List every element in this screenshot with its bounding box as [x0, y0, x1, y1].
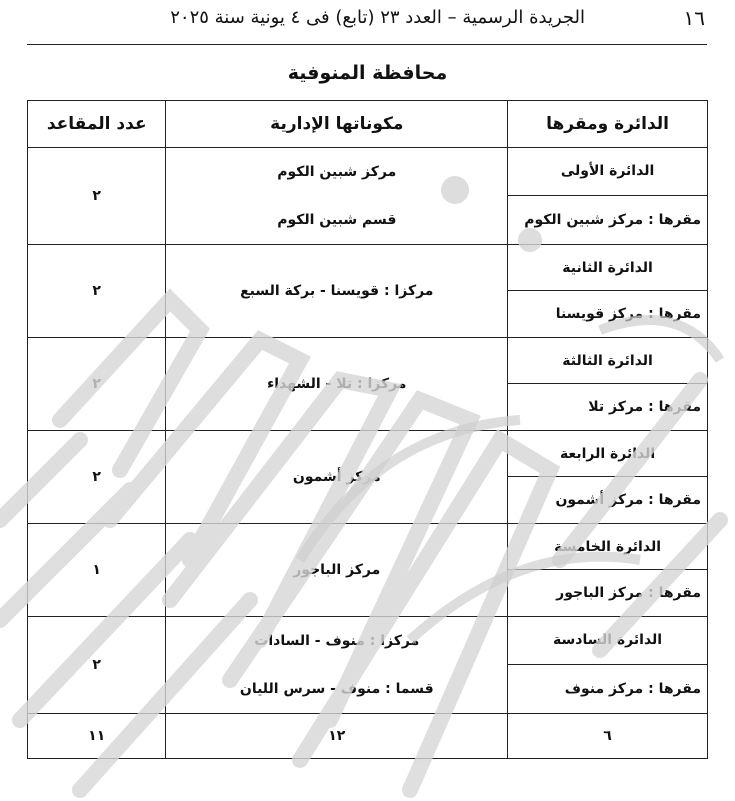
governorate-title: محافظة المنوفية: [287, 62, 448, 84]
district-components: [166, 617, 508, 714]
district-name: الدائرة الرابعة: [508, 431, 708, 477]
district-seat: مقرها : مركز الباجور: [508, 570, 708, 617]
seat-count: ٢: [28, 148, 166, 245]
column-header-district: الدائرة ومقرها: [508, 101, 708, 148]
total-seats: ١١: [28, 714, 166, 759]
column-header-seats: عدد المقاعد: [28, 101, 166, 148]
district-seat: مقرها : مركز أشمون: [508, 477, 708, 524]
table-row: [28, 524, 708, 570]
district-components: [166, 524, 508, 617]
table-row: [28, 338, 708, 384]
district-seat: مقرها : مركز قويسنا: [508, 291, 708, 338]
seat-count: ٢: [28, 338, 166, 431]
district-name: الدائرة الأولى: [508, 148, 708, 196]
seat-count: ٢: [28, 431, 166, 524]
district-seat: مقرها : مركز منوف: [508, 664, 708, 713]
district-components: [166, 148, 508, 245]
component-line: مركز الباجور: [293, 562, 381, 578]
header-divider: [27, 44, 707, 45]
table-row: [28, 617, 708, 665]
totals-row: [28, 714, 708, 759]
seat-count: ٢: [28, 245, 166, 338]
component-line: قسم شبين الكوم: [277, 212, 397, 228]
district-components: [166, 245, 508, 338]
seat-count: ١: [28, 524, 166, 617]
seat-count: ٢: [28, 617, 166, 714]
district-components: [166, 431, 508, 524]
table-row: [28, 245, 708, 291]
table-row: [28, 431, 708, 477]
component-line: مركز شبين الكوم: [277, 164, 397, 180]
column-header-components: مكوناتها الإدارية: [166, 101, 508, 148]
page-header: [0, 6, 735, 40]
table-row: [28, 148, 708, 196]
component-line: مركزا : تلا - الشهداء: [267, 376, 407, 392]
district-name: الدائرة الخامسة: [508, 524, 708, 570]
district-components: [166, 338, 508, 431]
component-line: مركزا : قويسنا - بركة السبع: [240, 283, 434, 299]
district-seat: مقرها : مركز تلا: [508, 384, 708, 431]
district-name: الدائرة الثالثة: [508, 338, 708, 384]
page-number: ١٦: [683, 6, 705, 30]
district-seat: مقرها : مركز شبين الكوم: [508, 195, 708, 244]
table-header-row: [28, 101, 708, 148]
district-name: الدائرة السادسة: [508, 617, 708, 665]
component-line: مركزا : منوف - السادات: [254, 633, 420, 649]
component-line: قسما : منوف - سرس الليان: [239, 681, 434, 697]
gazette-title: الجريدة الرسمية – العدد ٢٣ (تابع) فى ٤ يونية سنة ٢٠٢٥: [170, 7, 585, 28]
district-name: الدائرة الثانية: [508, 245, 708, 291]
total-districts: ٦: [508, 714, 708, 759]
component-line: مركز أشمون: [292, 469, 381, 485]
districts-table: [27, 100, 708, 759]
total-components: ١٢: [166, 714, 508, 759]
